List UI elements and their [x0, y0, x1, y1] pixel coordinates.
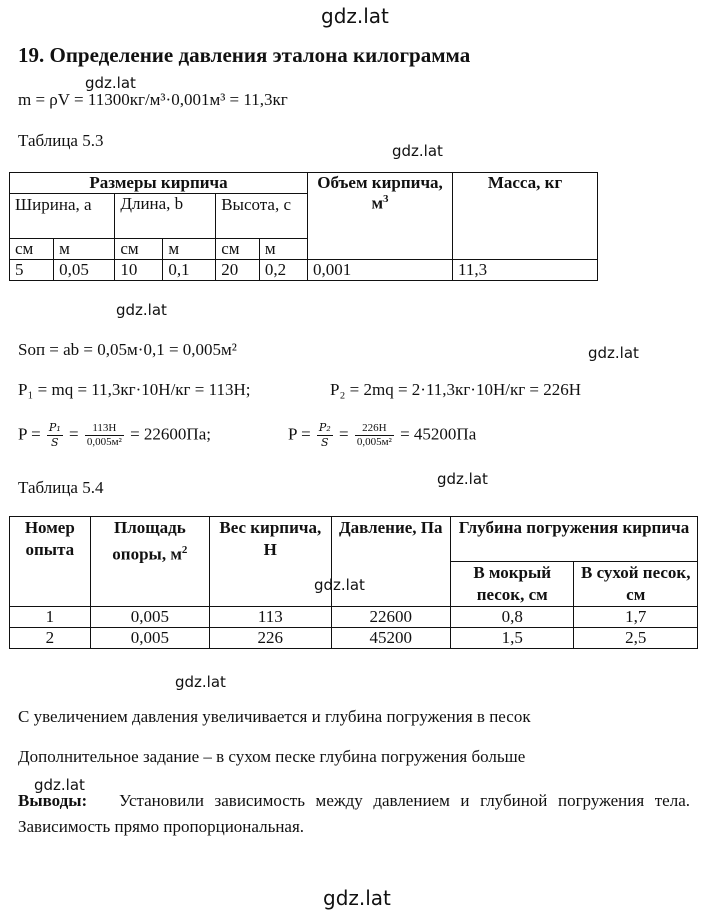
cell: 2 [10, 628, 91, 649]
cell: 0,1 [163, 260, 216, 281]
watermark: gdz.lat [588, 344, 639, 362]
cell: 20 [216, 260, 260, 281]
watermark: gdz.lat [437, 470, 488, 488]
header-dims: Размеры кирпича [10, 173, 308, 194]
conclusion [18, 788, 690, 840]
table-caption: Таблица 5.3 [18, 131, 104, 150]
watermark: gdz.lat [321, 4, 389, 28]
table-5-3 [9, 172, 598, 281]
watermark: gdz.lat [314, 576, 365, 594]
cell: 0,8 [450, 607, 574, 628]
header-depth: Глубина погружения кирпича [450, 517, 697, 562]
extra-task-line: Дополнительное задание – в сухом песке глубина погружения больше [18, 747, 526, 766]
formula-area: Sоп = ab = 0,05м·0,1 = 0,005м² [18, 340, 237, 359]
fraction: $\frac{\text{P₂}}{S}$ [318, 421, 331, 449]
unit-cell: м [163, 239, 216, 260]
header-weight: Вес кирпича, Н [210, 517, 331, 607]
cell: 0,001 [308, 260, 453, 281]
header-dry: В сухой песок, см [574, 562, 698, 607]
unit-cell: м [54, 239, 115, 260]
watermark: gdz.lat [323, 886, 391, 910]
conclusion-text: Установили зависимость между давлением и глубиной погружения тела. Зависимость прямо пропорциональная. [18, 791, 690, 836]
table-5-4 [9, 516, 698, 649]
table-caption: Таблица 5.4 [18, 478, 104, 497]
cell: 1,7 [574, 607, 698, 628]
fraction: $\frac{\text{P₁}}{S}$ [48, 421, 61, 449]
page-title: 19. Определение давления эталона килограмма [18, 43, 471, 67]
unit-cell: м [259, 239, 307, 260]
cell: 45200 [331, 628, 450, 649]
cell: 5 [10, 260, 54, 281]
conclusion-label: Выводы: [18, 791, 88, 810]
result-line: С увеличением давления увеличивается и глубина погружения в песок [18, 707, 531, 726]
header-height: Высота, c [216, 194, 308, 239]
watermark: gdz.lat [175, 673, 226, 691]
cell: 22600 [331, 607, 450, 628]
header-mass: Масса, кг [453, 173, 598, 260]
header-volume: Объем кирпича, $м^3$ [308, 173, 453, 260]
cell: 10 [115, 260, 163, 281]
cell: 1,5 [450, 628, 574, 649]
watermark: gdz.lat [85, 74, 136, 92]
formula-pressure-1: P = $\frac{\text{P₁}}{S}$ = $\frac{113Н}{\text{0,005м²}}$ = 22600Па; [18, 421, 211, 449]
watermark: gdz.lat [34, 776, 85, 794]
header-area: Площадь опоры, $м^2$ [90, 517, 209, 607]
formula-mass: m = ρV = 11300кг/м³·0,001м³ = 11,3кг [18, 90, 288, 109]
header-length: Длина, b [115, 194, 216, 239]
unit-cell: см [216, 239, 260, 260]
table-row [10, 607, 698, 628]
header-pressure: Давление, Па [331, 517, 450, 607]
formula-p2: P₂ = 2mq = 2·11,3кг·10Н/кг = 226Н [330, 380, 582, 399]
header-width: Ширина, a [10, 194, 115, 239]
cell: 0,005 [90, 628, 209, 649]
cell: 1 [10, 607, 91, 628]
watermark: gdz.lat [392, 142, 443, 160]
fraction: $\frac{226Н}{\text{0,005м²}}$ [356, 422, 392, 448]
cell: 0,005 [90, 607, 209, 628]
cell: 2,5 [574, 628, 698, 649]
unit-cell: см [10, 239, 54, 260]
cell: 11,3 [453, 260, 598, 281]
cell: 0,05 [54, 260, 115, 281]
header-wet: В мокрый песок, см [450, 562, 574, 607]
header-num: Номер опыта [10, 517, 91, 607]
unit-cell: см [115, 239, 163, 260]
cell: 113 [210, 607, 331, 628]
formula-p1: P₁ = mq = 11,3кг·10Н/кг = 113Н; [18, 380, 251, 399]
table-row [10, 628, 698, 649]
fraction: $\frac{113Н}{\text{0,005м²}}$ [86, 422, 122, 448]
watermark: gdz.lat [116, 301, 167, 319]
cell: 226 [210, 628, 331, 649]
table-row [10, 260, 598, 281]
formula-pressure-2: P = $\frac{\text{P₂}}{S}$ = $\frac{226Н}{\text{0,005м²}}$ = 45200Па [288, 421, 477, 449]
cell: 0,2 [259, 260, 307, 281]
